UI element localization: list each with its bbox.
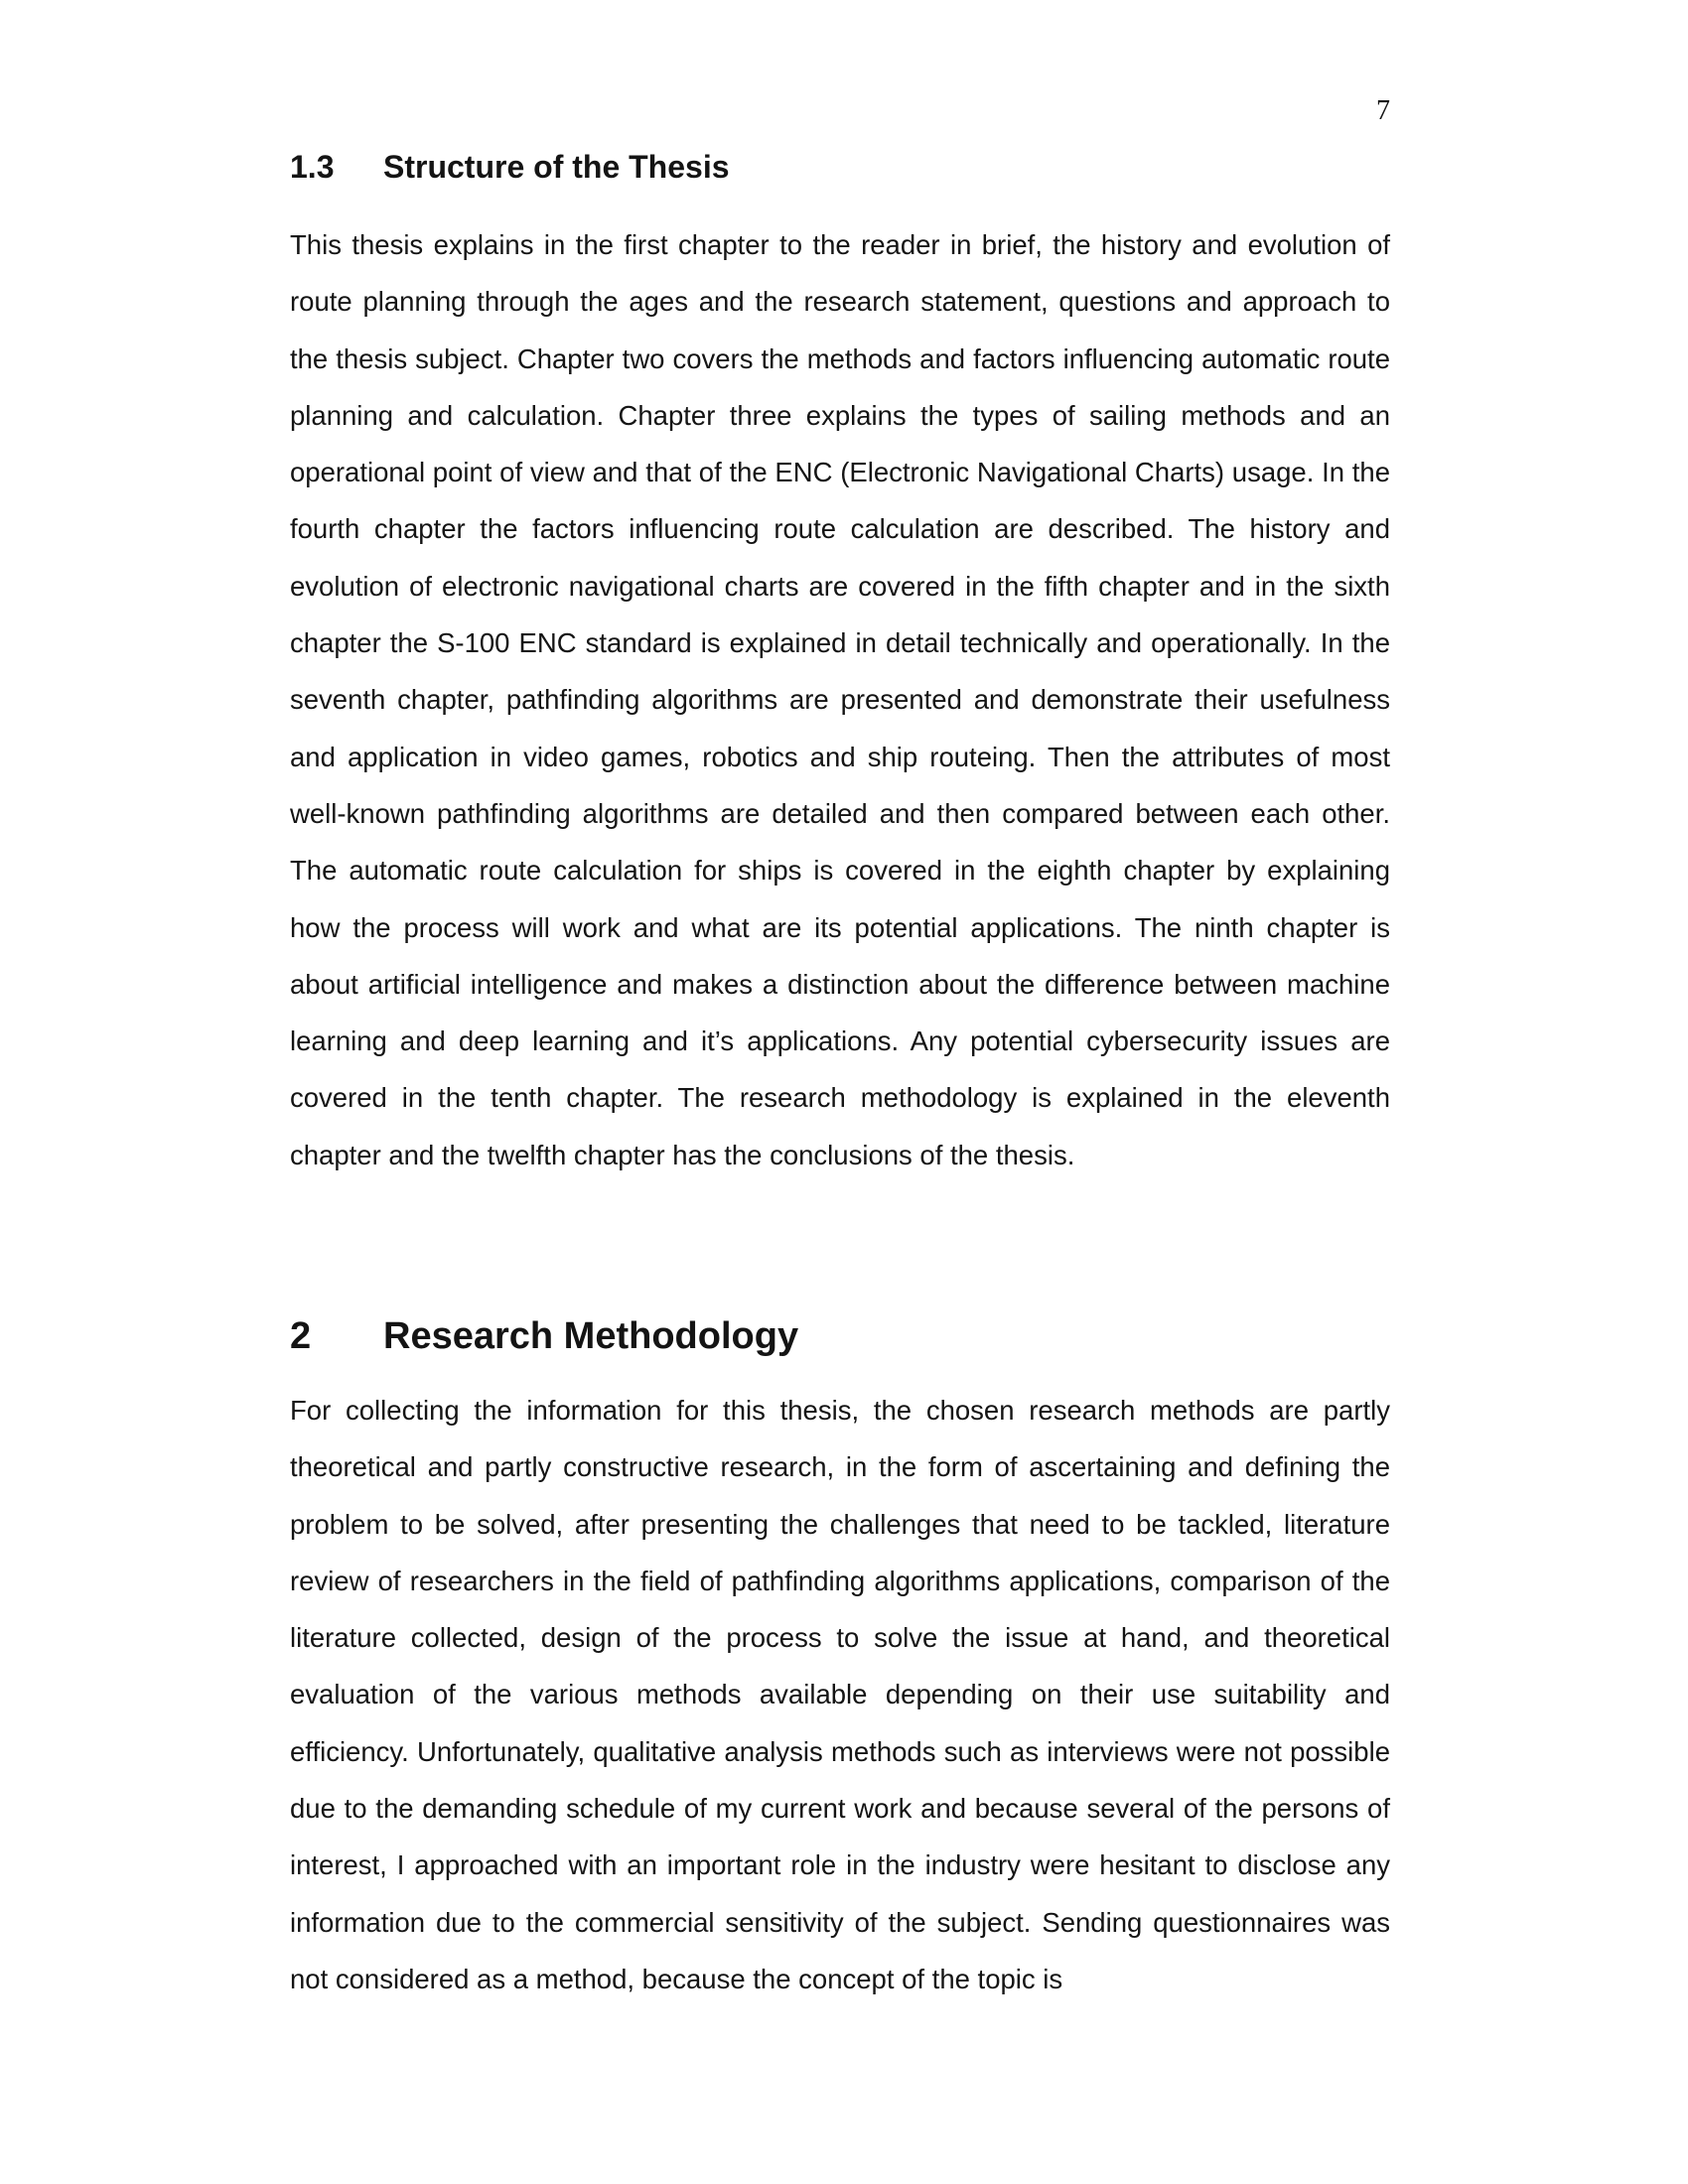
chapter-title: Research Methodology	[383, 1315, 799, 1357]
section-paragraph: This thesis explains in the first chapter to the reader in brief, the history and evolution of route planning through the ages and the research statement, questions and approach to the thesis subject. Chapter two covers the methods and factors influencing automatic route planning and calculation. Chapter three explains the types of sailing methods and an operational point of view and that of the ENC (Electronic Navigational Charts) usage. In the fourth chapter the factors influencing route calculation are described. The history and evolution of electronic navigational charts are covered in the fifth chapter and in the sixth chapter the S-100 ENC standard is explained in detail technically and operationally. In the seventh chapter, pathfinding algorithms are presented and demonstrate their usefulness and application in video games, robotics and ship routeing. Then the attributes of most well-known pathfinding algorithms are detailed and then compared between each other. The automatic route calculation for ships is covered in the eighth chapter by explaining how the process will work and what are its potential applications. The ninth chapter is about artificial intelligence and makes a distinction about the difference between machine learning and deep learning and it’s applications. Any potential cybersecurity issues are covered in the tenth chapter. The research methodology is explained in the eleventh chapter and the twelfth chapter has the conclusions of the thesis.	[290, 229, 1390, 1170]
section-structure-of-thesis	[290, 145, 1390, 1183]
chapter-heading	[290, 1310, 1390, 1362]
page-number: 7	[1376, 95, 1390, 126]
section-research-methodology	[290, 1310, 1390, 2007]
section-title: Structure of the Thesis	[383, 149, 730, 185]
section-number: 1.3	[290, 149, 335, 185]
chapter-number: 2	[290, 1315, 312, 1357]
section-heading	[290, 145, 1390, 189]
chapter-paragraph: For collecting the information for this thesis, the chosen research methods are partly theoretical and partly constructive research, in the form of ascertaining and defining the problem to be solved, after presenting the challenges that need to be tackled, literature review of researchers in the field of pathfinding algorithms applications, comparison of the literature collected, design of the process to solve the issue at hand, and theoretical evaluation of the various methods available depending on their use suitability and efficiency. Unfortunately, qualitative analysis methods such as interviews were not possible due to the demanding schedule of my current work and because several of the persons of interest, I approached with an important role in the industry were hesitant to disclose any information due to the commercial sensitivity of the subject. Sending questionnaires was not considered as a method, because the concept of the topic is	[290, 1395, 1390, 1994]
